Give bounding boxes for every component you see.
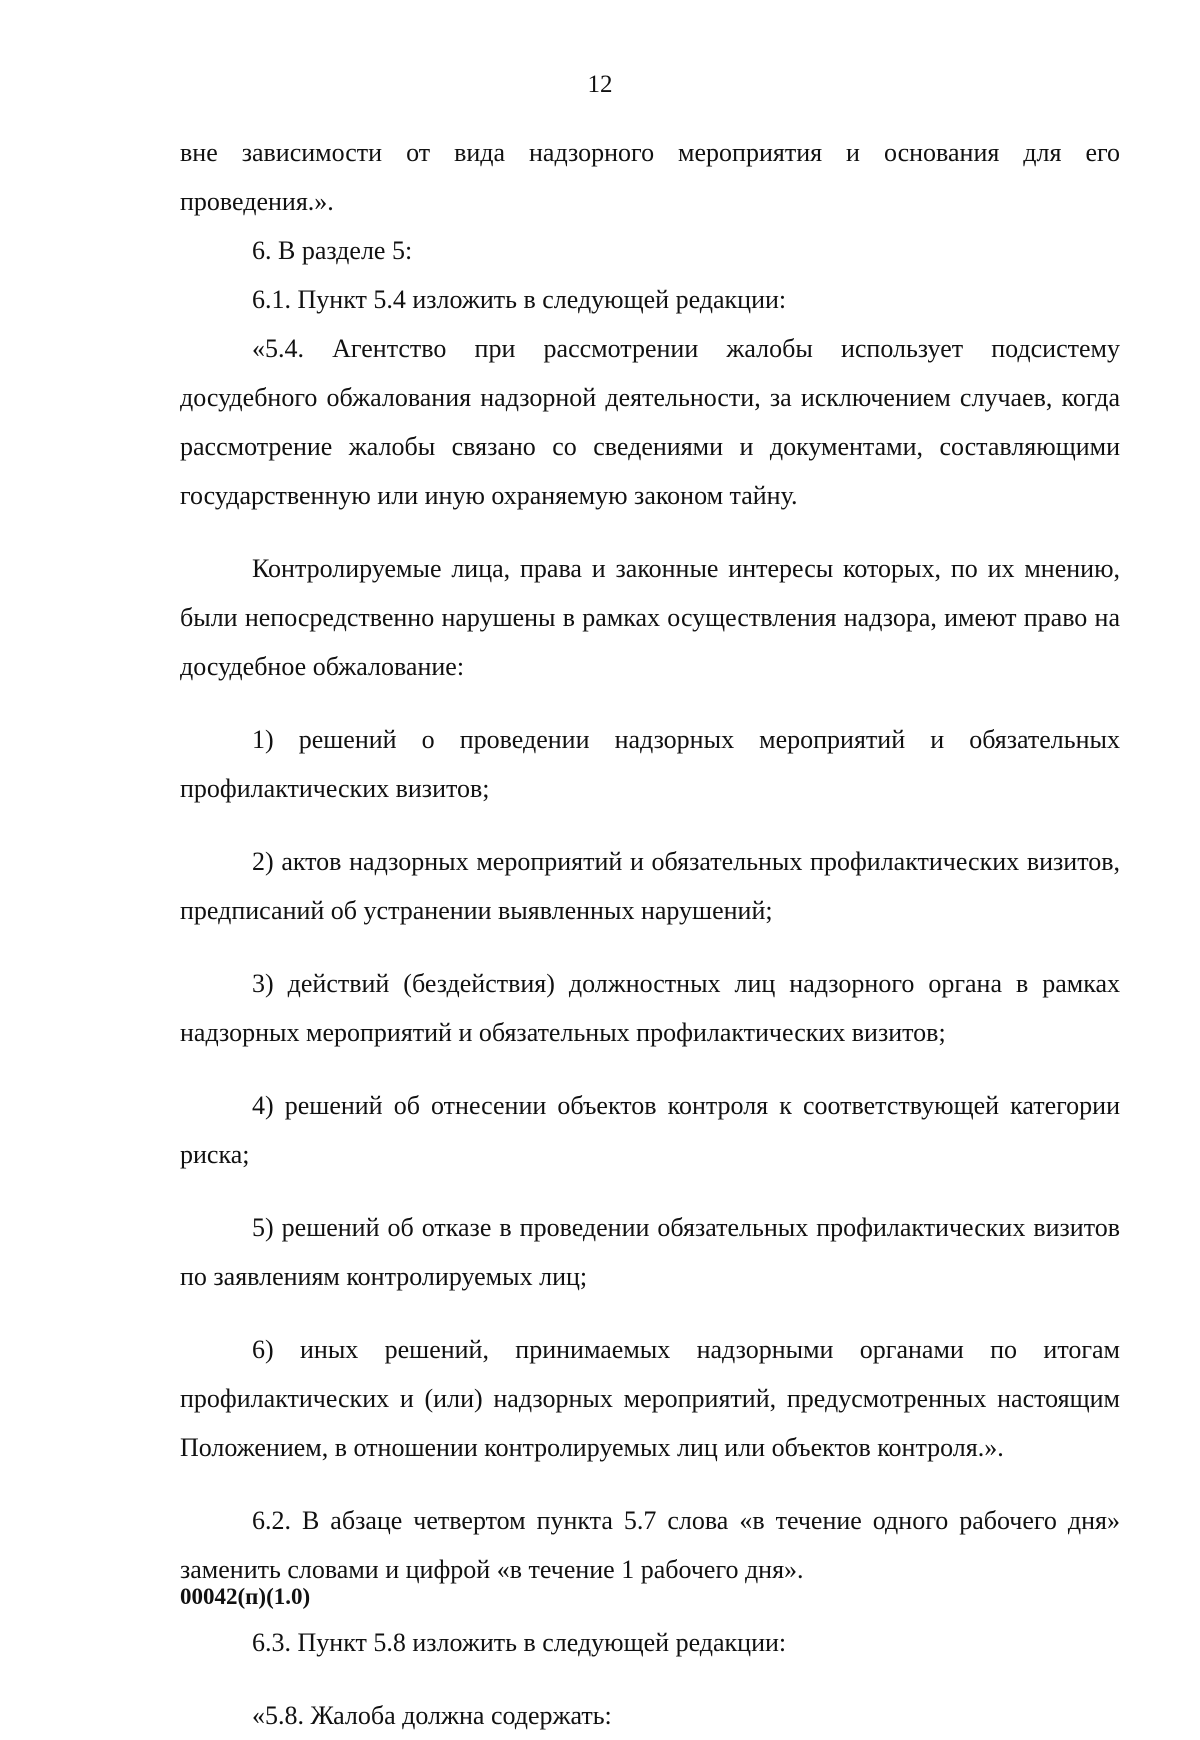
- paragraph-section-6: 6. В разделе 5:: [252, 236, 413, 265]
- list-item-2: 2) актов надзорных мероприятий и обязательных профилактических визитов, предписаний об устранении выявленных нарушений;: [180, 847, 1120, 925]
- paragraph-5-4: «5.4. Агентство при рассмотрении жалобы использует подсистему досудебного обжалования надзорной деятельности, за исключением случаев, когда рассмотрение жалобы связано со сведениями и документами, составляющими государственную или иную охраняемую законом тайну.: [180, 334, 1120, 510]
- paragraph-5-8: «5.8. Жалоба должна содержать:: [252, 1701, 612, 1730]
- paragraph-continuation: вне зависимости от вида надзорного мероприятия и основания для его проведения.».: [180, 138, 1120, 216]
- page-number: 12: [587, 71, 613, 98]
- document-body: [180, 128, 1120, 1740]
- paragraph-6-3: 6.3. Пункт 5.8 изложить в следующей редакции:: [252, 1628, 787, 1657]
- list-item-1: 1) решений о проведении надзорных мероприятий и обязательных профилактических визитов;: [180, 725, 1120, 803]
- list-item-4: 4) решений об отнесении объектов контроля к соответствующей категории риска;: [180, 1091, 1120, 1169]
- paragraph-controlled-persons: Контролируемые лица, права и законные интересы которых, по их мнению, были непосредственно нарушены в рамках осуществления надзора, имеют право на досудебное обжалование:: [180, 554, 1120, 681]
- list-item-3: 3) действий (бездействия) должностных лиц надзорного органа в рамках надзорных мероприятий и обязательных профилактических визитов;: [180, 969, 1120, 1047]
- list-item-5: 5) решений об отказе в проведении обязательных профилактических визитов по заявлениям контролируемых лиц;: [180, 1213, 1120, 1291]
- paragraph-6-1: 6.1. Пункт 5.4 изложить в следующей редакции:: [252, 285, 787, 314]
- list-item-6: 6) иных решений, принимаемых надзорными органами по итогам профилактических и (или) надзорных мероприятий, предусмотренных настоящим Положением, в отношении контролируемых лиц или объектов контроля.».: [180, 1335, 1120, 1462]
- document-code: 00042(п)(1.0): [180, 1584, 311, 1609]
- paragraph-6-2: 6.2. В абзаце четвертом пункта 5.7 слова «в течение одного рабочего дня» заменить словами и цифрой «в течение 1 рабочего дня».: [180, 1506, 1120, 1584]
